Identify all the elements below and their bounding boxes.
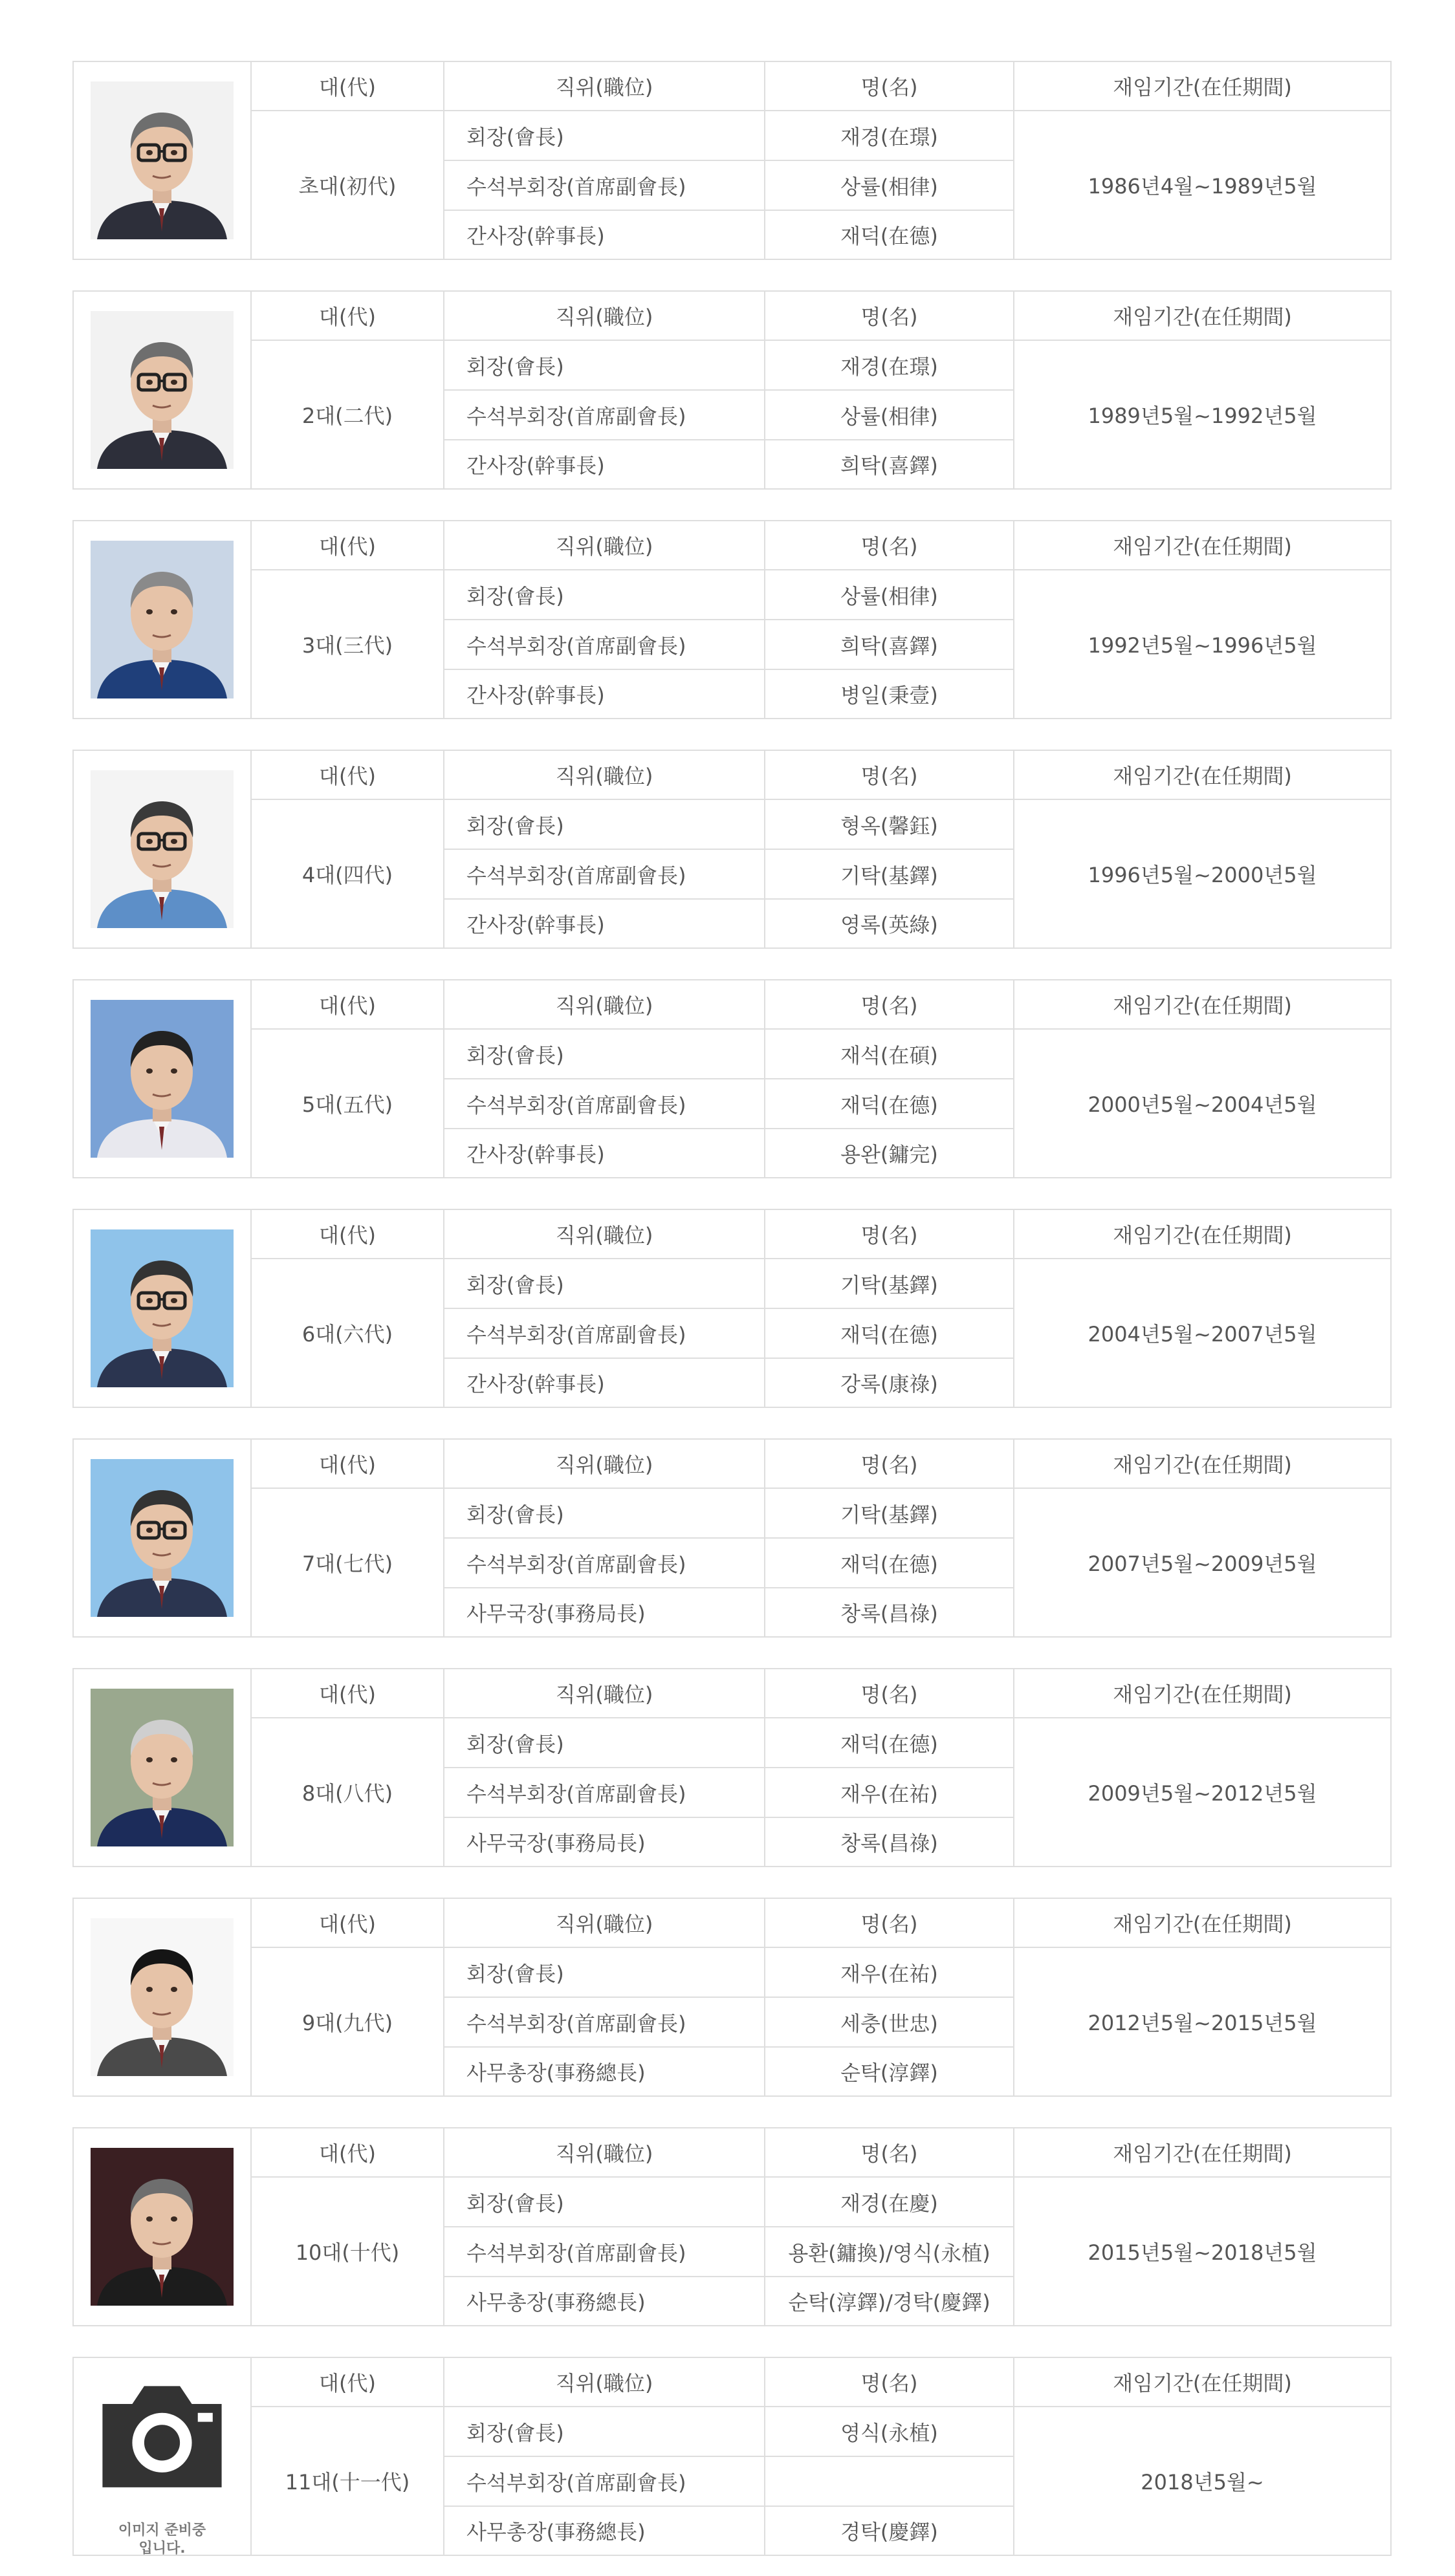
generation-table (252, 2128, 1390, 2325)
header-generation: 대(代) (252, 62, 444, 111)
generation-label: 4대(四代) (252, 800, 444, 947)
placeholder-text: 입니다. (138, 2540, 186, 2557)
position-president: 회장(會長) (444, 2407, 765, 2457)
generation-card (72, 2357, 1392, 2556)
generation-card (72, 979, 1392, 1178)
name-president: 상률(相律) (765, 570, 1014, 620)
header-generation: 대(代) (252, 2358, 444, 2407)
generation-table (252, 1899, 1390, 2095)
term-period: 2007년5월~2009년5월 (1088, 1552, 1317, 1576)
name-senior-vice-president: 세충(世忠) (765, 1998, 1014, 2048)
position-president: 회장(會長) (444, 1948, 765, 1998)
header-position: 직위(職位) (444, 292, 765, 341)
portrait-cell (74, 1669, 252, 1866)
generation-label: 3대(三代) (252, 570, 444, 718)
generation-table (252, 980, 1390, 1177)
position-senior-vice-president: 수석부회장(首席副會長) (444, 1768, 765, 1818)
header-generation: 대(代) (252, 1210, 444, 1259)
header-term: 재임기간(在任期間) (1014, 1210, 1390, 1259)
generation-label: 2대(二代) (252, 341, 444, 488)
position-senior-vice-president: 수석부회장(首席副會長) (444, 850, 765, 900)
generation-card (72, 1898, 1392, 2097)
term-period: 1986년4월~1989년5월 (1088, 174, 1317, 199)
name-secretary: 창록(昌祿) (765, 1588, 1014, 1636)
portrait-cell (74, 2128, 252, 2325)
position-senior-vice-president: 수석부회장(首席副會長) (444, 391, 765, 440)
portrait-image (91, 311, 234, 469)
position-secretary: 간사장(幹事長) (444, 211, 765, 259)
portrait-cell (74, 62, 252, 259)
generation-card (72, 520, 1392, 719)
generation-table (252, 1210, 1390, 1407)
header-position: 직위(職位) (444, 1899, 765, 1948)
portrait-image (91, 1229, 234, 1387)
portrait-photo (91, 1000, 234, 1158)
header-name: 명(名) (765, 2128, 1014, 2178)
term-period: 1996년5월~2000년5월 (1088, 863, 1317, 887)
header-term: 재임기간(在任期間) (1014, 2358, 1390, 2407)
header-position: 직위(職位) (444, 980, 765, 1030)
generation-table (252, 1440, 1390, 1636)
position-president: 회장(會長) (444, 570, 765, 620)
term-period: 2009년5월~2012년5월 (1088, 1781, 1317, 1806)
portrait-cell (74, 980, 252, 1177)
position-secretary: 사무국장(事務局長) (444, 1588, 765, 1636)
header-term: 재임기간(在任期間) (1014, 980, 1390, 1030)
header-generation: 대(代) (252, 1440, 444, 1489)
header-position: 직위(職位) (444, 1669, 765, 1718)
name-president: 재경(在璟) (765, 341, 1014, 391)
name-senior-vice-president: 기탁(基鐸) (765, 850, 1014, 900)
position-secretary: 간사장(幹事長) (444, 900, 765, 947)
generation-card (72, 61, 1392, 260)
generation-table (252, 751, 1390, 947)
name-president: 재석(在碩) (765, 1030, 1014, 1079)
position-president: 회장(會長) (444, 800, 765, 850)
portrait-cell (74, 292, 252, 488)
name-secretary: 재덕(在德) (765, 211, 1014, 259)
header-position: 직위(職位) (444, 62, 765, 111)
name-secretary: 순탁(淳鐸)/경탁(慶鐸) (765, 2277, 1014, 2325)
name-senior-vice-president: 재덕(在德) (765, 1079, 1014, 1129)
position-secretary: 간사장(幹事長) (444, 1129, 765, 1177)
header-name: 명(名) (765, 1669, 1014, 1718)
name-senior-vice-president: 재덕(在德) (765, 1309, 1014, 1359)
name-secretary: 창록(昌祿) (765, 1818, 1014, 1866)
portrait-image (91, 2148, 234, 2306)
header-term: 재임기간(在任期間) (1014, 2128, 1390, 2178)
header-generation: 대(代) (252, 2128, 444, 2178)
position-senior-vice-president: 수석부회장(首席副會長) (444, 1539, 765, 1588)
position-secretary: 사무총장(事務總長) (444, 2048, 765, 2095)
generation-label: 8대(八代) (252, 1718, 444, 1866)
portrait-photo (91, 2148, 234, 2306)
portrait-image (91, 770, 234, 928)
portrait-cell (74, 521, 252, 718)
term-period: 1992년5월~1996년5월 (1088, 633, 1317, 658)
name-senior-vice-president: 상률(相律) (765, 161, 1014, 211)
position-president: 회장(會長) (444, 111, 765, 161)
name-senior-vice-president: 용환(鏞換)/영식(永植) (765, 2227, 1014, 2277)
portrait-photo (91, 1459, 234, 1617)
name-senior-vice-president (765, 2457, 1014, 2507)
portrait-photo (91, 1229, 234, 1387)
header-term: 재임기간(在任期間) (1014, 521, 1390, 570)
generation-card (72, 290, 1392, 490)
portrait-image (91, 1689, 234, 1846)
generation-card (72, 1668, 1392, 1867)
generation-card (72, 1209, 1392, 1408)
position-senior-vice-president: 수석부회장(首席副會長) (444, 161, 765, 211)
portrait-photo (91, 770, 234, 928)
position-president: 회장(會長) (444, 1718, 765, 1768)
portrait-photo (91, 541, 234, 698)
generation-label: 11대(十一代) (252, 2407, 444, 2555)
header-generation: 대(代) (252, 1899, 444, 1948)
header-name: 명(名) (765, 2358, 1014, 2407)
term-period: 2012년5월~2015년5월 (1088, 2011, 1317, 2035)
name-secretary: 용완(鏞完) (765, 1129, 1014, 1177)
generation-table (252, 62, 1390, 259)
name-secretary: 희탁(喜鐸) (765, 440, 1014, 488)
name-senior-vice-president: 재우(在祐) (765, 1768, 1014, 1818)
name-president: 재우(在祐) (765, 1948, 1014, 1998)
header-name: 명(名) (765, 1899, 1014, 1948)
header-name: 명(名) (765, 1210, 1014, 1259)
position-senior-vice-president: 수석부회장(首席副會長) (444, 620, 765, 670)
name-secretary: 순탁(淳鐸) (765, 2048, 1014, 2095)
term-period: 2000년5월~2004년5월 (1088, 1092, 1317, 1117)
portrait-cell (74, 1899, 252, 2095)
term-period: 1989년5월~1992년5월 (1088, 404, 1317, 428)
portrait-image (91, 1459, 234, 1617)
position-senior-vice-president: 수석부회장(首席副會長) (444, 2457, 765, 2507)
position-president: 회장(會長) (444, 1030, 765, 1079)
portrait-cell (74, 2358, 252, 2555)
header-term: 재임기간(在任期間) (1014, 751, 1390, 800)
header-position: 직위(職位) (444, 2358, 765, 2407)
generation-card (72, 2127, 1392, 2326)
generation-label: 5대(五代) (252, 1030, 444, 1177)
header-name: 명(名) (765, 1440, 1014, 1489)
name-senior-vice-president: 상률(相律) (765, 391, 1014, 440)
position-president: 회장(會長) (444, 341, 765, 391)
portrait-cell (74, 1210, 252, 1407)
position-president: 회장(會長) (444, 1489, 765, 1539)
portrait-cell (74, 751, 252, 947)
position-secretary: 간사장(幹事長) (444, 1359, 765, 1407)
header-term: 재임기간(在任期間) (1014, 1669, 1390, 1718)
generation-table (252, 521, 1390, 718)
name-senior-vice-president: 희탁(喜鐸) (765, 620, 1014, 670)
portrait-photo (91, 311, 234, 469)
term-period: 2018년5월~ (1141, 2470, 1264, 2495)
position-senior-vice-president: 수석부회장(首席副會長) (444, 1998, 765, 2048)
header-generation: 대(代) (252, 980, 444, 1030)
header-name: 명(名) (765, 521, 1014, 570)
portrait-photo (91, 2377, 234, 2557)
header-generation: 대(代) (252, 751, 444, 800)
generation-label: 초대(初代) (252, 111, 444, 259)
header-name: 명(名) (765, 980, 1014, 1030)
camera-icon (91, 2355, 234, 2513)
name-secretary: 강록(康祿) (765, 1359, 1014, 1407)
position-secretary: 사무국장(事務局長) (444, 1818, 765, 1866)
header-term: 재임기간(在任期間) (1014, 1899, 1390, 1948)
name-president: 재경(在慶) (765, 2178, 1014, 2227)
header-generation: 대(代) (252, 292, 444, 341)
portrait-photo (91, 81, 234, 239)
header-name: 명(名) (765, 62, 1014, 111)
position-secretary: 간사장(幹事長) (444, 670, 765, 718)
header-position: 직위(職位) (444, 2128, 765, 2178)
header-position: 직위(職位) (444, 1440, 765, 1489)
position-president: 회장(會長) (444, 1259, 765, 1309)
position-secretary: 사무총장(事務總長) (444, 2507, 765, 2555)
name-president: 재경(在璟) (765, 111, 1014, 161)
name-secretary: 영록(英綠) (765, 900, 1014, 947)
image-placeholder (91, 2377, 234, 2557)
header-position: 직위(職位) (444, 751, 765, 800)
header-position: 직위(職位) (444, 521, 765, 570)
portrait-image (91, 1918, 234, 2076)
generation-table (252, 292, 1390, 488)
portrait-photo (91, 1689, 234, 1846)
name-secretary: 경탁(慶鐸) (765, 2507, 1014, 2555)
name-secretary: 병일(秉壹) (765, 670, 1014, 718)
placeholder-text: 이미지 준비중 (118, 2522, 206, 2538)
portrait-photo (91, 1918, 234, 2076)
header-position: 직위(職位) (444, 1210, 765, 1259)
portrait-image (91, 541, 234, 698)
position-senior-vice-president: 수석부회장(首席副會長) (444, 1079, 765, 1129)
term-period: 2004년5월~2007년5월 (1088, 1322, 1317, 1347)
portrait-image (91, 1000, 234, 1158)
generation-label: 9대(九代) (252, 1948, 444, 2095)
position-senior-vice-president: 수석부회장(首席副會長) (444, 1309, 765, 1359)
generation-label: 7대(七代) (252, 1489, 444, 1636)
generation-table (252, 1669, 1390, 1866)
header-term: 재임기간(在任期間) (1014, 62, 1390, 111)
header-generation: 대(代) (252, 1669, 444, 1718)
header-name: 명(名) (765, 751, 1014, 800)
header-name: 명(名) (765, 292, 1014, 341)
position-secretary: 사무총장(事務總長) (444, 2277, 765, 2325)
name-president: 기탁(基鐸) (765, 1259, 1014, 1309)
generation-label: 10대(十代) (252, 2178, 444, 2325)
portrait-image (91, 81, 234, 239)
header-term: 재임기간(在任期間) (1014, 292, 1390, 341)
generation-label: 6대(六代) (252, 1259, 444, 1407)
position-president: 회장(會長) (444, 2178, 765, 2227)
position-senior-vice-president: 수석부회장(首席副會長) (444, 2227, 765, 2277)
name-senior-vice-president: 재덕(在德) (765, 1539, 1014, 1588)
header-term: 재임기간(在任期間) (1014, 1440, 1390, 1489)
name-president: 재덕(在德) (765, 1718, 1014, 1768)
portrait-cell (74, 1440, 252, 1636)
name-president: 기탁(基鐸) (765, 1489, 1014, 1539)
position-secretary: 간사장(幹事長) (444, 440, 765, 488)
header-generation: 대(代) (252, 521, 444, 570)
generation-card (72, 1438, 1392, 1638)
generation-card (72, 750, 1392, 949)
generation-table (252, 2358, 1390, 2555)
name-president: 형옥(馨鈺) (765, 800, 1014, 850)
term-period: 2015년5월~2018년5월 (1088, 2240, 1317, 2265)
name-president: 영식(永植) (765, 2407, 1014, 2457)
